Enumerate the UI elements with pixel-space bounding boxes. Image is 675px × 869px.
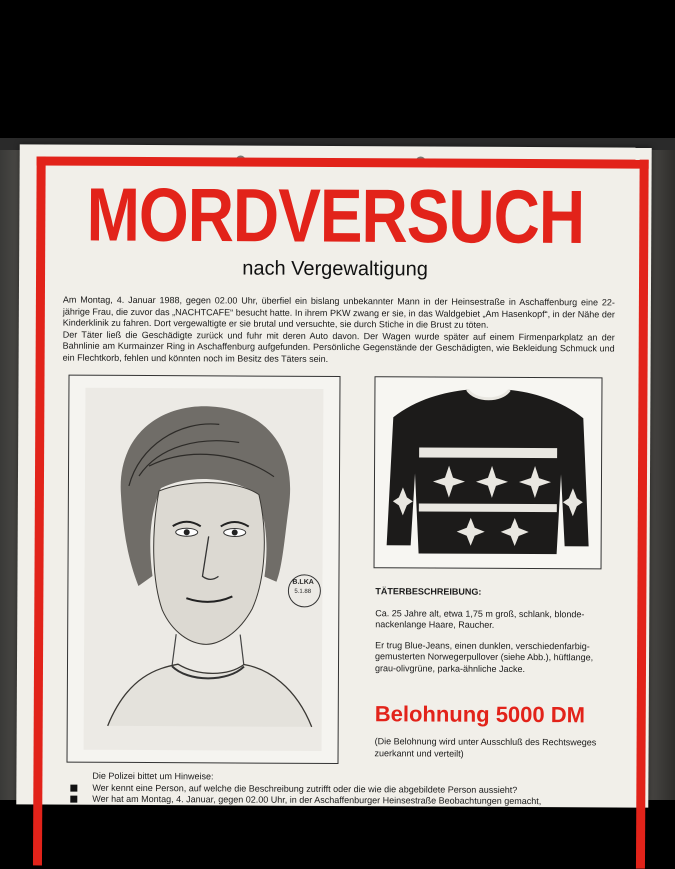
sketch-stamp-date: 5.1.88 [294,588,312,595]
sketch-stamp: B.LKA [292,578,314,586]
hint-question: Wer hat am Montag, 4. Januar, gegen 02.00 Uhr, in der Aschaffenburger Heinsestraße Beobachtungen gemacht, [70,794,610,808]
hint-question: Wer kennt eine Person, auf welche die Beschreibung zutrifft oder die wie die abgebildete Person aussieht? [70,782,610,796]
description-heading: TÄTERBESCHREIBUNG: [375,586,482,597]
poster-title: MORDVERSUCH [86,171,585,260]
sketch-face-icon [68,376,340,763]
police-hints [70,771,610,808]
description-clothing: Er trug Blue-Jeans, einen dunklen, verschiedenfarbig-gemusterten Norwegerpullover (siehe Abb.), hüftlange, grau-olivgrüne, parka-ähnliche Jacke. [374,639,594,674]
description-appearance: Ca. 25 Jahre alt, etwa 1,75 m groß, schlank, blonde-nackenlange Haare, Raucher. [375,607,585,630]
sweater-icon [375,377,602,568]
case-paragraph: Der Täter ließ die Geschädigte zurück und fuhr mit deren Auto davon. Der Wagen wurde später auf einem Firmenparkplatz an der Bahnlinie am Kurmainzer Ring in Aschaffenburg aufgefunden. Persönliche Gegenstände der Geschädigten, wie Bekleidung Schmuck und ein Flechtkorb, fehlen und könnten noch im Besitz des Täters sein. [62,329,615,364]
case-description [63,295,615,367]
sweater-illustration [374,376,603,569]
hints-intro: Die Polizei bittet um Hinweise: [92,770,214,782]
reward-note: (Die Belohnung wird unter Ausschluß des Rechtsweges zuerkannt und verteilt) [374,736,597,759]
suspect-sketch [66,375,340,764]
reward-heading: Belohnung 5000 DM [374,701,586,728]
suspect-description [375,586,606,684]
case-paragraph: Am Montag, 4. Januar 1988, gegen 02.00 Uhr, überfiel ein bislang unbekannter Mann in der Heinsestraße in Aschaffenburg eine 22-jährige Frau, die zuvor das „NACHTCAFE“ besucht hatte. In ihrem PKW zwang er sie, in das Waldgebiet „Am Hasenkopf“, in der Nähe der Kinderklinik zu fahren. Dort vergewaltigte er sie brutal und versuchte, sie durch Stiche in die Brust zu töten. [62,294,615,330]
poster-subtitle: nach Vergewaltigung [242,257,428,281]
wanted-poster [16,144,651,807]
